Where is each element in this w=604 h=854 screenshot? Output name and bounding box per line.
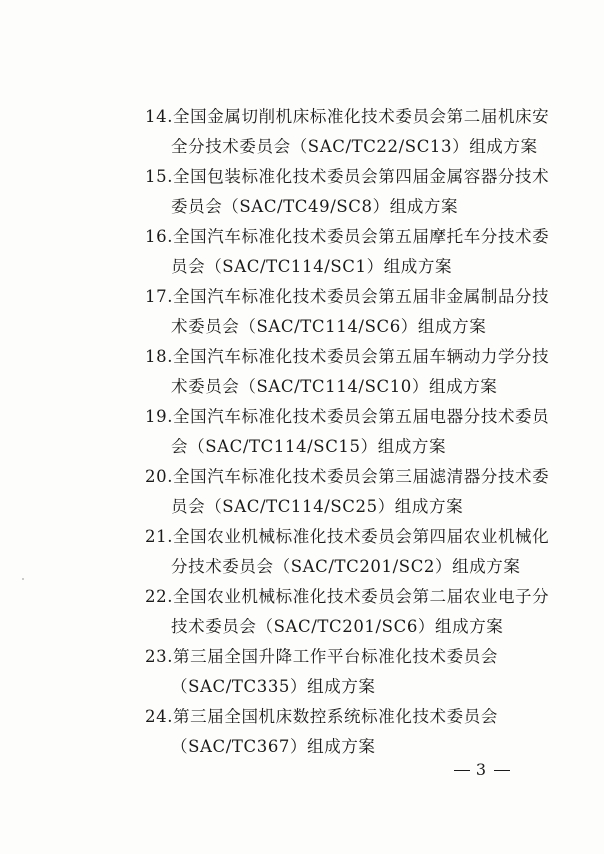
item-line-1: 22.全国农业机械标准化技术委员会第二届农业电子分 [145,587,550,606]
page-number-dash-left [454,770,470,771]
list-item [145,162,550,222]
item-line-1: 16.全国汽车标准化技术委员会第五届摩托车分技术委 [145,227,550,246]
item-line-2: （SAC/TC335）组成方案 [171,677,376,696]
item-line-1: 21.全国农业机械标准化技术委员会第四届农业机械化 [145,527,550,546]
list-item [145,282,550,342]
item-line-1: 23.第三届全国升降工作平台标准化技术委员会 [145,647,498,666]
item-line-2: （SAC/TC367）组成方案 [171,737,376,756]
item-line-2: 术委员会（SAC/TC114/SC6）组成方案 [171,317,487,336]
item-line-1: 19.全国汽车标准化技术委员会第五届电器分技术委员 [145,407,550,426]
plan-list [145,102,550,762]
item-line-1: 24.第三届全国机床数控系统标准化技术委员会 [145,707,498,726]
list-item [145,222,550,282]
list-item [145,342,550,402]
item-line-2: 会（SAC/TC114/SC15）组成方案 [171,437,447,456]
item-line-2: 委员会（SAC/TC49/SC8）组成方案 [171,197,459,216]
list-item [145,642,545,702]
list-item [145,522,550,582]
list-item [145,702,545,762]
scan-speck [22,578,24,580]
item-line-1: 17.全国汽车标准化技术委员会第五届非金属制品分技 [145,287,550,306]
page-number-dash-right [494,770,510,771]
item-line-2: 分技术委员会（SAC/TC201/SC2）组成方案 [171,557,521,576]
page-number-value: 3 [475,760,488,779]
page-number [448,760,516,779]
item-line-2: 术委员会（SAC/TC114/SC10）组成方案 [171,377,498,396]
item-line-2: 全分技术委员会（SAC/TC22/SC13）组成方案 [171,137,538,156]
item-line-2: 员会（SAC/TC114/SC25）组成方案 [171,497,464,516]
item-line-1: 15.全国包装标准化技术委员会第四届金属容器分技术 [145,167,550,186]
item-line-2: 员会（SAC/TC114/SC1）组成方案 [171,257,453,276]
item-line-2: 技术委员会（SAC/TC201/SC6）组成方案 [171,617,504,636]
list-item [145,102,550,162]
item-line-1: 18.全国汽车标准化技术委员会第五届车辆动力学分技 [145,347,550,366]
list-item [145,462,550,522]
item-line-1: 14.全国金属切削机床标准化技术委员会第二届机床安 [145,107,550,126]
list-item [145,402,550,462]
list-item [145,582,550,642]
item-line-1: 20.全国汽车标准化技术委员会第三届滤清器分技术委 [145,467,550,486]
